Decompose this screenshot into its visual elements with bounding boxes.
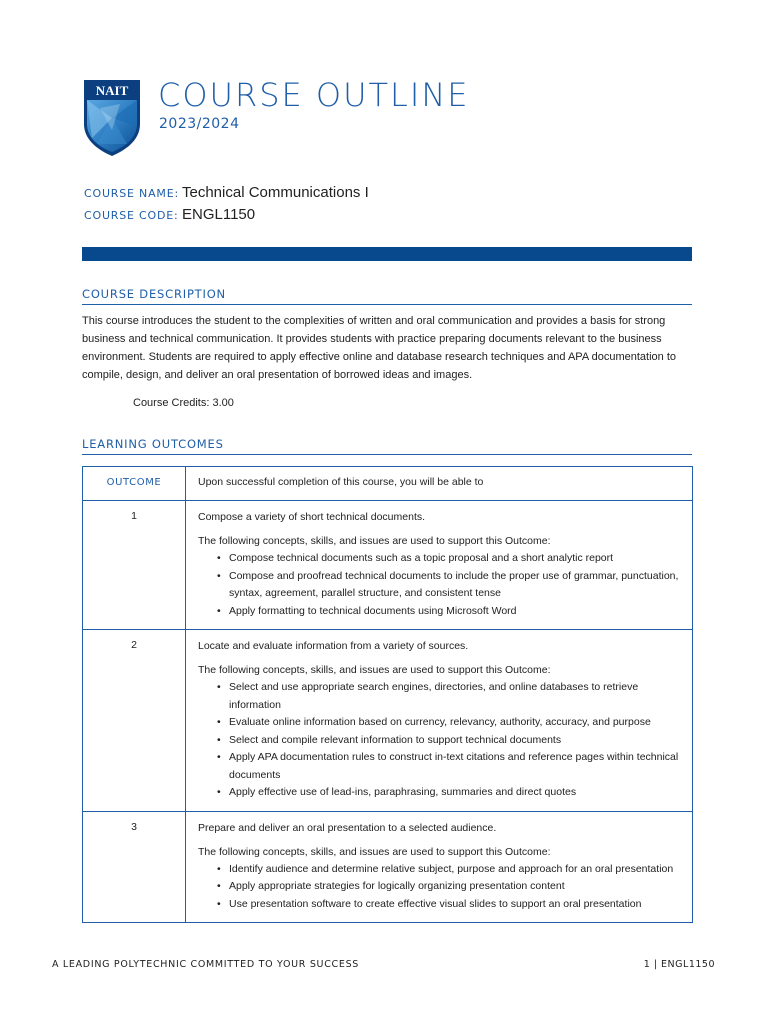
outcome-bullet-list	[198, 861, 680, 914]
nait-shield-logo	[82, 78, 142, 158]
header-divider-bar	[82, 247, 692, 261]
learning-outcomes-table	[82, 466, 693, 923]
course-credits: Course Credits: 3.00	[133, 397, 234, 409]
academic-year: 2023/2024	[159, 116, 240, 132]
outcome-bullet-list	[198, 679, 680, 802]
table-header-row	[83, 467, 693, 501]
outcome-title: Locate and evaluate information from a variety of sources.	[198, 640, 469, 652]
list-item: • Compose and proofread technical documents to include the proper use of grammar, punctuation, syntax, agreement, parallel structure, and consistent tense	[229, 568, 680, 603]
course-code-row	[84, 206, 255, 223]
outcome-title: Compose a variety of short technical documents.	[198, 511, 426, 523]
list-item: • Select and use appropriate search engines, directories, and online databases to retrieve information	[229, 679, 680, 714]
outcome-support-intro: The following concepts, skills, and issues are used to support this Outcome:	[198, 535, 551, 547]
list-item: • Apply effective use of lead-ins, paraphrasing, summaries and direct quotes	[229, 784, 680, 802]
list-item: • Evaluate online information based on currency, relevancy, authority, accuracy, and purpose	[229, 714, 680, 732]
course-name-row	[84, 184, 369, 201]
learning-outcomes-heading: LEARNING OUTCOMES	[82, 437, 692, 455]
outcome-number: 2	[83, 630, 186, 812]
outcome-support-intro: The following concepts, skills, and issues are used to support this Outcome:	[198, 845, 551, 858]
course-code-label: COURSE CODE:	[84, 209, 179, 222]
table-row	[83, 630, 693, 812]
course-description-text: This course introduces the student to the complexities of written and oral communication and provides a basis for strong business and technical communication. It provides students with practice preparing documents relevant to the business environment. Students are required to apply effective online and database research techniques and APA documentation to compile, design, and deliver an oral presentation of borrowed ideas and images.	[82, 315, 676, 381]
course-code-value: ENGL1150	[182, 206, 256, 223]
outcome-number: 1	[83, 501, 186, 630]
outcome-intro-cell: Upon successful completion of this course, you will be able to	[186, 467, 693, 501]
svg-text:NAIT: NAIT	[95, 83, 129, 98]
outcome-number: 3	[83, 811, 186, 923]
list-item: • Identify audience and determine relative subject, purpose and approach for an oral presentation	[229, 861, 680, 879]
list-item: • Apply formatting to technical documents using Microsoft Word	[229, 603, 680, 621]
table-row	[83, 501, 693, 630]
list-item: • Apply appropriate strategies for logically organizing presentation content	[229, 878, 680, 896]
list-item: • Compose technical documents such as a topic proposal and a short analytic report	[229, 550, 680, 568]
course-description-heading: COURSE DESCRIPTION	[82, 287, 692, 305]
list-item: • Apply APA documentation rules to construct in-text citations and reference pages within technical documents	[229, 749, 680, 784]
page-title: COURSE OUTLINE	[158, 76, 470, 114]
list-item: • Use presentation software to create effective visual slides to support an oral presentation	[229, 896, 680, 914]
list-item: • Select and compile relevant information to support technical documents	[229, 732, 680, 750]
outcome-bullet-list	[198, 550, 680, 620]
course-name-label: COURSE NAME:	[84, 187, 179, 200]
footer-tagline: A LEADING POLYTECHNIC COMMITTED TO YOUR SUCCESS	[52, 959, 360, 970]
outcome-support-intro: The following concepts, skills, and issues are used to support this Outcome:	[198, 664, 551, 676]
outcome-column-header: OUTCOME	[106, 477, 162, 488]
footer-page-number: 1 | ENGL1150	[643, 959, 715, 970]
table-row	[83, 811, 693, 923]
outcome-title: Prepare and deliver an oral presentation to a selected audience.	[198, 821, 497, 834]
course-name-value: Technical Communications I	[182, 184, 369, 201]
